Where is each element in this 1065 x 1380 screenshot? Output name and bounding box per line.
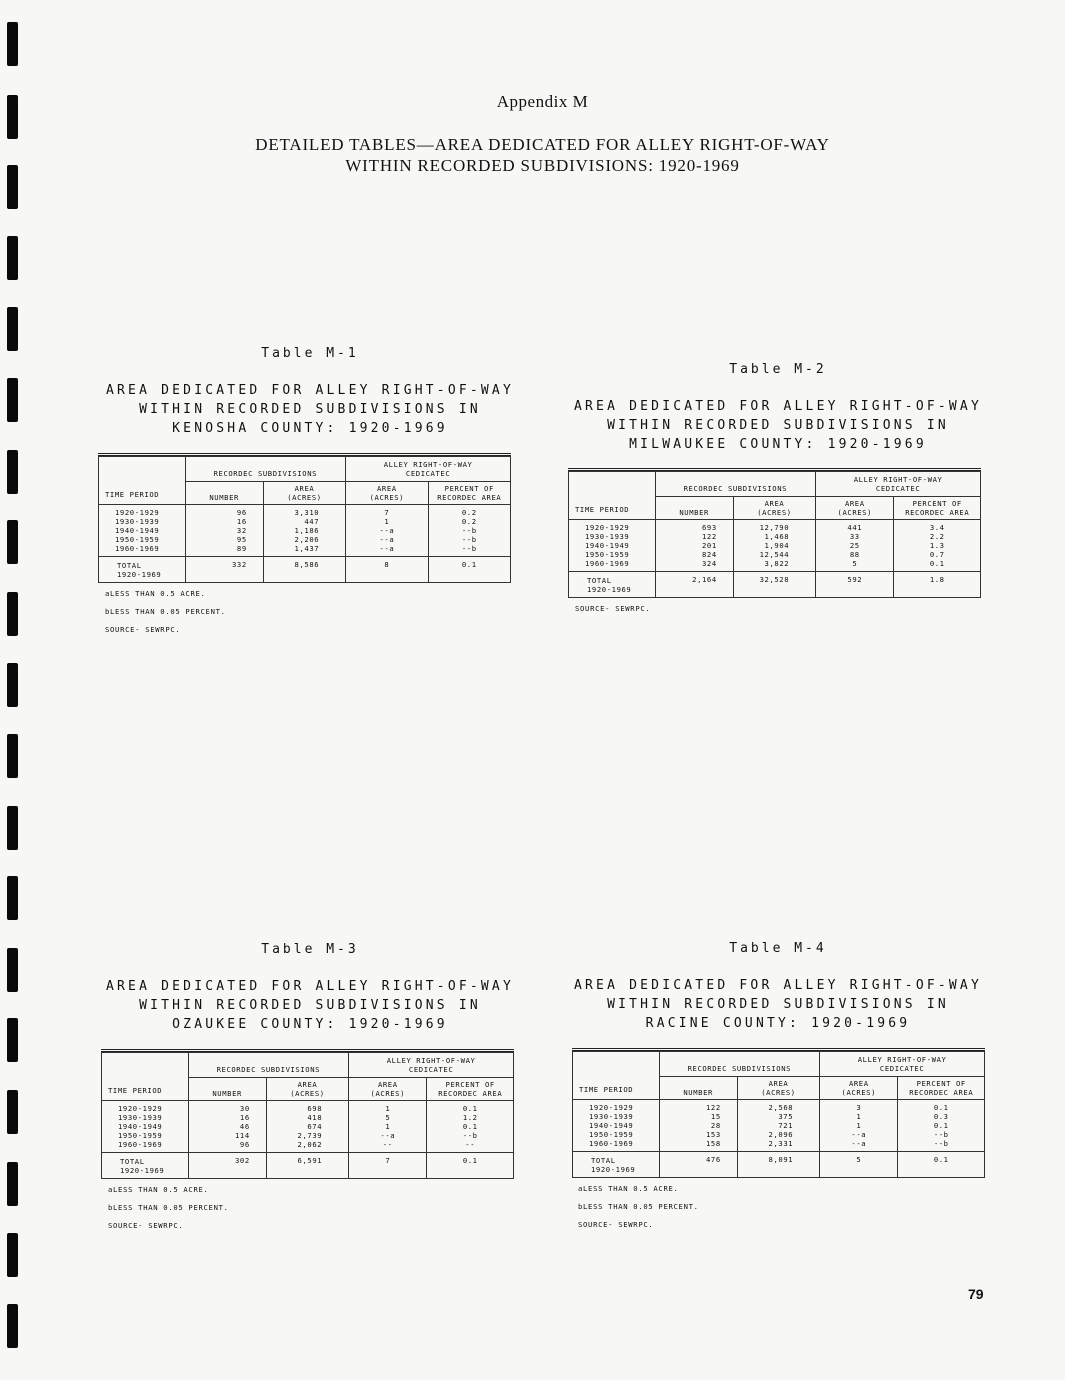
percent-cell: 0.2 0.2 --b --b --b (428, 505, 510, 557)
header-alley-dedicated: ALLEY RIGHT-OF-WAY CEDICATEC (346, 457, 511, 482)
total-area: 6,591 (266, 1153, 348, 1179)
percent-cell: 0.1 1.2 0.1 --b -- (427, 1101, 514, 1153)
binder-hole (7, 378, 18, 422)
source-note: SOURCE- SEWRPC. (108, 1221, 184, 1230)
number-cell: 30 16 46 114 96 (188, 1101, 266, 1153)
header-alley-dedicated: ALLEY RIGHT-OF-WAY CEDICATEC (816, 472, 981, 497)
table-block-m3 (90, 942, 530, 1230)
binder-hole (7, 1090, 18, 1134)
binder-hole (7, 1233, 18, 1277)
total-percent: 0.1 (428, 557, 510, 583)
binder-hole (7, 592, 18, 636)
binder-hole (7, 520, 18, 564)
area-cell: 698 418 674 2,739 2,062 (266, 1101, 348, 1153)
data-table-frame (101, 1049, 514, 1179)
table-caption: AREA DEDICATED FOR ALLEY RIGHT-OF-WAY WITHIN RECORDED SUBDIVISIONS IN KENOSHA COUNTY: 1920-1969 (106, 383, 514, 436)
total-row (99, 557, 511, 583)
binder-holes (7, 0, 19, 1380)
total-alley-area: 7 (349, 1153, 427, 1179)
table-label: Table M-1 (261, 346, 359, 361)
header-number: NUMBER (655, 497, 733, 520)
area-cell: 12,790 1,468 1,904 12,544 3,822 (733, 520, 815, 572)
footnote: bLESS THAN 0.05 PERCENT. (105, 607, 226, 616)
table-label: Table M-3 (261, 942, 359, 957)
table-caption: AREA DEDICATED FOR ALLEY RIGHT-OF-WAY WITHIN RECORDED SUBDIVISIONS IN MILWAUKEE COUNTY: 1920-1969 (574, 399, 982, 452)
alley-area-cell: 1 5 1 --a -- (349, 1101, 427, 1153)
total-number: 476 (659, 1152, 737, 1178)
period-cell: 1920-1929 1930-1939 1940-1949 1950-1959 1960-1969 (573, 1100, 660, 1152)
total-row (569, 572, 981, 598)
period-cell: 1920-1929 1930-1939 1940-1949 1950-1959 1960-1969 (569, 520, 656, 572)
header-time-period: TIME PERIOD (99, 457, 186, 505)
source-note: SOURCE- SEWRPC. (105, 625, 181, 634)
header-recorded-subdivisions: RECORDEC SUBDIVISIONS (655, 472, 816, 497)
data-table-frame (568, 468, 981, 598)
total-label: TOTAL 1920-1969 (573, 1152, 660, 1178)
footnote: bLESS THAN 0.05 PERCENT. (578, 1202, 699, 1211)
footnote: aLESS THAN 0.5 ACRE. (105, 589, 206, 598)
page-heading (0, 134, 1065, 176)
percent-cell: 3.4 2.2 1.3 0.7 0.1 (894, 520, 981, 572)
header-recorded-subdivisions: RECORDEC SUBDIVISIONS (185, 457, 346, 482)
table-label: Table M-4 (729, 941, 827, 956)
total-area: 8,091 (737, 1152, 819, 1178)
header-percent: PERCENT OF RECORDEC AREA (427, 1078, 514, 1101)
period-cell: 1920-1929 1930-1939 1940-1949 1950-1959 1960-1969 (99, 505, 186, 557)
page-heading-line-1: DETAILED TABLES—AREA DEDICATED FOR ALLEY RIGHT-OF-WAY (255, 135, 830, 154)
header-alley-dedicated: ALLEY RIGHT-OF-WAY CEDICATEC (349, 1053, 514, 1078)
binder-hole (7, 948, 18, 992)
header-number: NUMBER (188, 1078, 266, 1101)
total-number: 332 (185, 557, 263, 583)
table-caption: AREA DEDICATED FOR ALLEY RIGHT-OF-WAY WITHIN RECORDED SUBDIVISIONS IN OZAUKEE COUNTY: 1920-1969 (106, 979, 514, 1032)
table-row (569, 520, 981, 572)
data-table (568, 471, 981, 598)
header-alley-area: AREA (ACRES) (816, 497, 894, 520)
total-row (573, 1152, 985, 1178)
header-recorded-subdivisions: RECORDEC SUBDIVISIONS (659, 1052, 820, 1077)
binder-hole (7, 734, 18, 778)
total-row (102, 1153, 514, 1179)
source-note: SOURCE- SEWRPC. (578, 1220, 654, 1229)
total-percent: 1.8 (894, 572, 981, 598)
percent-cell: 0.1 0.3 0.1 --b --b (898, 1100, 985, 1152)
area-cell: 2,568 375 721 2,096 2,331 (737, 1100, 819, 1152)
data-table-frame (98, 453, 511, 583)
header-alley-area: AREA (ACRES) (346, 482, 428, 505)
page-number: 79 (968, 1286, 984, 1302)
header-time-period: TIME PERIOD (573, 1052, 660, 1100)
total-number: 2,164 (655, 572, 733, 598)
table-caption: AREA DEDICATED FOR ALLEY RIGHT-OF-WAY WITHIN RECORDED SUBDIVISIONS IN RACINE COUNTY: 1920-1969 (574, 978, 982, 1031)
binder-hole (7, 307, 18, 351)
number-cell: 693 122 201 824 324 (655, 520, 733, 572)
header-area: AREA (ACRES) (263, 482, 345, 505)
binder-hole (7, 663, 18, 707)
header-alley-area: AREA (ACRES) (820, 1077, 898, 1100)
header-alley-dedicated: ALLEY RIGHT-OF-WAY CEDICATEC (820, 1052, 985, 1077)
alley-area-cell: 441 33 25 88 5 (816, 520, 894, 572)
header-area: AREA (ACRES) (733, 497, 815, 520)
header-area: AREA (ACRES) (266, 1078, 348, 1101)
table-row (102, 1101, 514, 1153)
binder-hole (7, 236, 18, 280)
binder-hole (7, 876, 18, 920)
total-percent: 0.1 (427, 1153, 514, 1179)
number-cell: 122 15 28 153 158 (659, 1100, 737, 1152)
footnote: aLESS THAN 0.5 ACRE. (578, 1184, 679, 1193)
table-row (573, 1100, 985, 1152)
header-percent: PERCENT OF RECORDEC AREA (428, 482, 510, 505)
period-cell: 1920-1929 1930-1939 1940-1949 1950-1959 1960-1969 (102, 1101, 189, 1153)
table-block-m4 (558, 941, 998, 1229)
binder-hole (7, 806, 18, 850)
footnote: bLESS THAN 0.05 PERCENT. (108, 1203, 229, 1212)
page-heading-line-2: WITHIN RECORDED SUBDIVISIONS: 1920-1969 (345, 156, 740, 175)
header-alley-area: AREA (ACRES) (349, 1078, 427, 1101)
table-label: Table M-2 (729, 362, 827, 377)
header-number: NUMBER (185, 482, 263, 505)
header-recorded-subdivisions: RECORDEC SUBDIVISIONS (188, 1053, 349, 1078)
data-table (98, 456, 511, 583)
binder-hole (7, 1162, 18, 1206)
alley-area-cell: 3 1 1 --a --a (820, 1100, 898, 1152)
total-label: TOTAL 1920-1969 (102, 1153, 189, 1179)
total-number: 302 (188, 1153, 266, 1179)
total-percent: 0.1 (898, 1152, 985, 1178)
header-number: NUMBER (659, 1077, 737, 1100)
total-alley-area: 592 (816, 572, 894, 598)
total-area: 32,528 (733, 572, 815, 598)
table-block-m1 (90, 346, 530, 634)
total-alley-area: 8 (346, 557, 428, 583)
header-area: AREA (ACRES) (737, 1077, 819, 1100)
binder-hole (7, 1304, 18, 1348)
total-area: 8,586 (263, 557, 345, 583)
total-alley-area: 5 (820, 1152, 898, 1178)
alley-area-cell: 7 1 --a --a --a (346, 505, 428, 557)
footnote: aLESS THAN 0.5 ACRE. (108, 1185, 209, 1194)
header-time-period: TIME PERIOD (102, 1053, 189, 1101)
number-cell: 96 16 32 95 89 (185, 505, 263, 557)
total-label: TOTAL 1920-1969 (569, 572, 656, 598)
table-row (99, 505, 511, 557)
appendix-title: Appendix M (496, 92, 589, 111)
header-percent: PERCENT OF RECORDEC AREA (898, 1077, 985, 1100)
data-table-frame (572, 1048, 985, 1178)
source-note: SOURCE- SEWRPC. (575, 604, 651, 613)
area-cell: 3,310 447 1,186 2,206 1,437 (263, 505, 345, 557)
data-table (572, 1051, 985, 1178)
total-label: TOTAL 1920-1969 (99, 557, 186, 583)
binder-hole (7, 1018, 18, 1062)
table-block-m2 (558, 362, 998, 613)
header-time-period: TIME PERIOD (569, 472, 656, 520)
binder-hole (7, 22, 18, 66)
data-table (101, 1052, 514, 1179)
header-percent: PERCENT OF RECORDEC AREA (894, 497, 981, 520)
binder-hole (7, 450, 18, 494)
